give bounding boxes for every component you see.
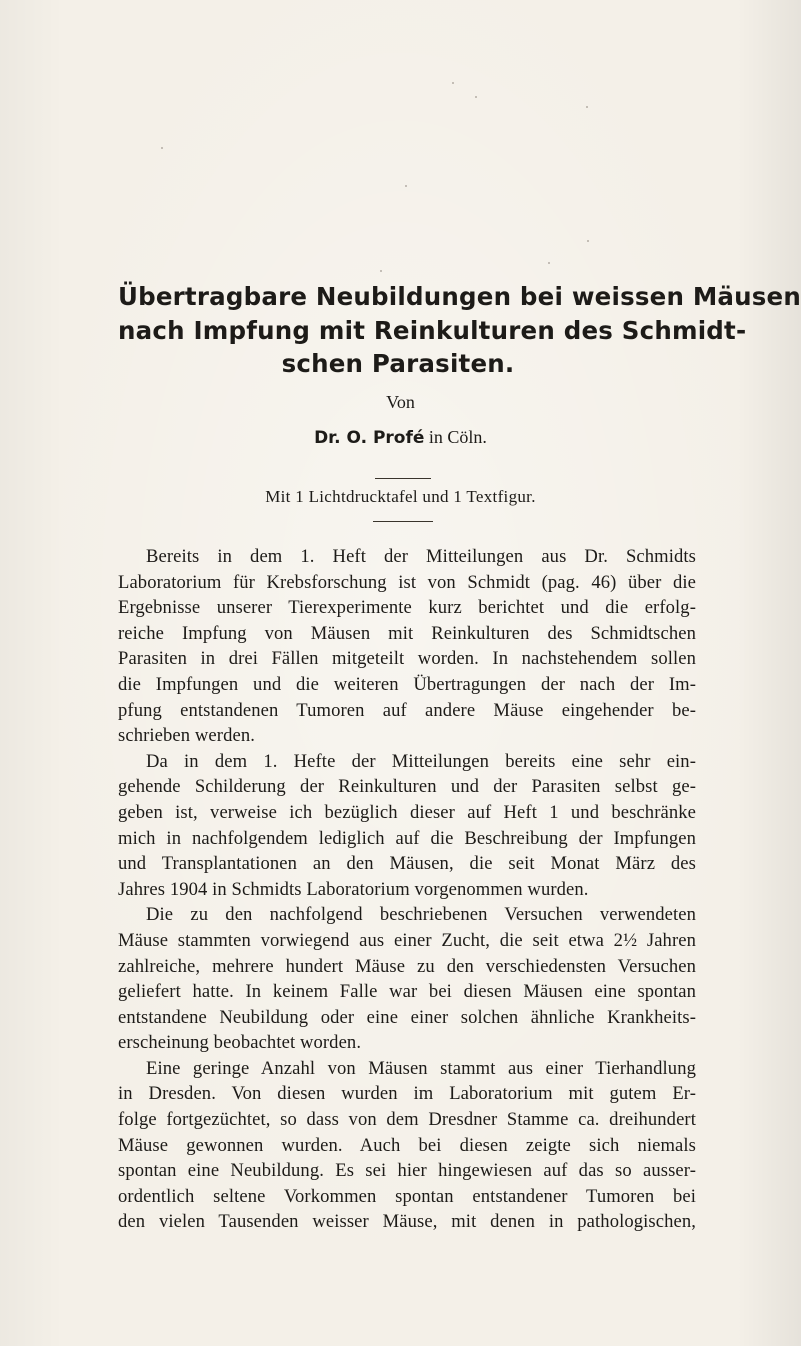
paper-speck xyxy=(548,262,550,264)
paper-speck xyxy=(587,240,589,242)
body-line: schrieben werden. xyxy=(118,725,255,747)
body-line: erscheinung beobachtet worden. xyxy=(118,1032,362,1054)
body-line: geben ist, verweise ich bezüglich dieser auf Heft 1 und beschränke xyxy=(118,801,696,823)
body-line: spontan eine Neubildung. Es sei hier hingewiesen auf das so ausser- xyxy=(118,1160,696,1182)
paper-speck xyxy=(405,185,407,187)
subtitle: Mit 1 Lichtdrucktafel und 1 Textfigur. xyxy=(265,487,536,506)
body-line: Die zu den nachfolgend beschriebenen Versuchen verwendeten xyxy=(146,904,696,926)
paper-speck xyxy=(475,96,477,98)
body-line: Eine geringe Anzahl von Mäusen stammt aus einer Tierhandlung xyxy=(146,1057,696,1079)
body-line: Ergebnisse unserer Tierexperimente kurz berichtet und die erfolg- xyxy=(118,597,696,619)
body-line: pfung entstandenen Tumoren auf andere Mäuse eingehender be- xyxy=(118,699,696,721)
article-title-line-3: schen Parasiten. xyxy=(281,349,515,378)
body-line: in Dresden. Von diesen wurden im Laboratorium mit gutem Er- xyxy=(118,1083,696,1105)
body-line: Mäuse gewonnen wurden. Auch bei diesen zeigte sich niemals xyxy=(118,1134,696,1156)
body-line: zahlreiche, mehrere hundert Mäuse zu den verschiedensten Versuchen xyxy=(118,955,696,977)
body-line: Mäuse stammten vorwiegend aus einer Zucht, die seit etwa 2½ Jahren xyxy=(118,929,696,951)
body-line: Laboratorium für Krebsforschung ist von Schmidt (pag. 46) über die xyxy=(118,571,696,593)
byline-prefix: Von xyxy=(386,392,415,412)
body-line: geliefert hatte. In keinem Falle war bei diesen Mäusen eine spontan xyxy=(118,981,696,1003)
divider-bottom xyxy=(373,521,433,522)
body-line: ordentlich seltene Vorkommen spontan entstandener Tumoren bei xyxy=(118,1185,696,1207)
body-line: den vielen Tausenden weisser Mäuse, mit denen in pathologischen, xyxy=(118,1211,696,1233)
body-line: Da in dem 1. Hefte der Mitteilungen bereits eine sehr ein- xyxy=(146,750,696,772)
paper-speck xyxy=(161,147,163,149)
body-line: Parasiten in drei Fällen mitgeteilt worden. In nachstehendem sollen xyxy=(118,648,696,670)
paper-speck xyxy=(452,82,454,84)
body-line: Jahres 1904 in Schmidts Laboratorium vorgenommen wurden. xyxy=(118,878,589,900)
body-line: reiche Impfung von Mäusen mit Reinkulturen des Schmidtschen xyxy=(118,622,696,644)
article-body xyxy=(118,544,696,1235)
body-line: die Impfungen und die weiteren Übertragungen der nach der Im- xyxy=(118,673,696,695)
author-line xyxy=(0,425,801,450)
divider-top xyxy=(375,478,431,479)
body-line: und Transplantationen an den Mäusen, die seit Monat März des xyxy=(118,853,696,875)
body-line: mich in nachfolgendem lediglich auf die Beschreibung der Impfungen xyxy=(118,827,696,849)
article-title-line-2: nach Impfung mit Reinkulturen des Schmidt- xyxy=(118,316,747,345)
body-line: gehende Schilderung der Reinkulturen und der Parasiten selbst ge- xyxy=(118,776,696,798)
body-line: folge fortgezüchtet, so dass von dem Dresdner Stamme ca. dreihundert xyxy=(118,1109,696,1131)
paper-speck xyxy=(586,106,588,108)
body-line: entstandene Neubildung oder eine einer solchen ähnliche Krankheits- xyxy=(118,1006,696,1028)
author-name: Dr. O. Profé xyxy=(314,428,425,448)
paper-speck xyxy=(380,270,382,272)
author-place: in Cöln. xyxy=(428,427,487,447)
article-title-line-1: Übertragbare Neubildungen bei weissen Mäusen xyxy=(118,282,801,311)
body-line: Bereits in dem 1. Heft der Mitteilungen aus Dr. Schmidts xyxy=(146,546,696,567)
